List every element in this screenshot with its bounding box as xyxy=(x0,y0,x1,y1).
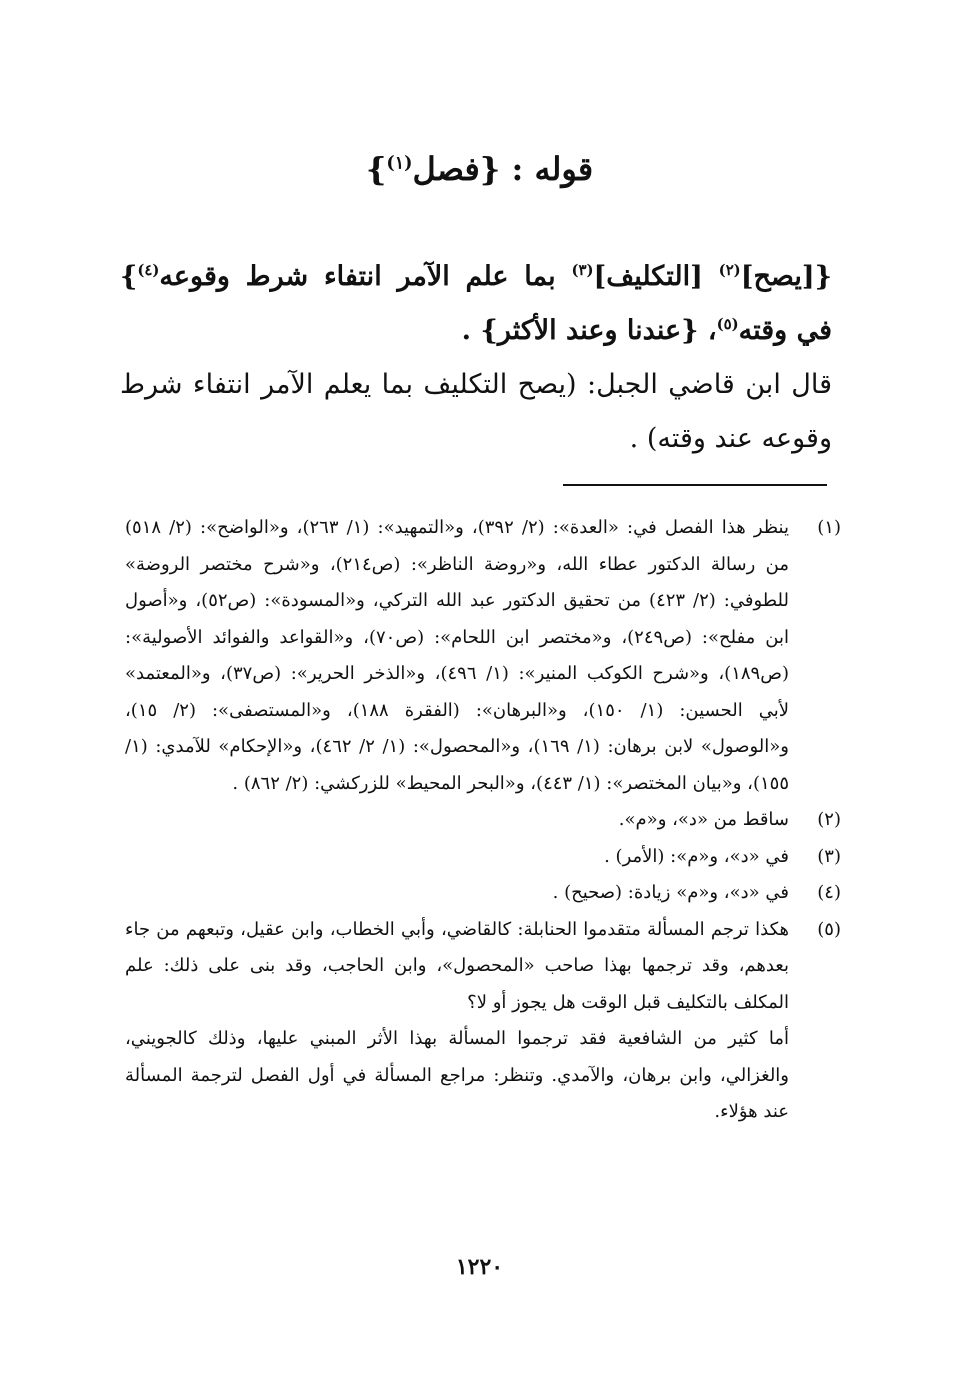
matn-text-a: بما علم الآمر انتفاء شرط وقوعه xyxy=(159,261,572,292)
footnote-text: في «د»، و«م» زيادة: (صحيح) . xyxy=(552,882,789,903)
footnote-body xyxy=(125,912,789,1131)
footnote-3 xyxy=(125,839,841,876)
footnote-ref-4[interactable]: (٤) xyxy=(137,261,160,279)
footnote-body xyxy=(125,875,789,912)
matn-word-yasih: [يصح] xyxy=(740,261,815,292)
footnote-body xyxy=(125,839,789,876)
footnote-body xyxy=(125,802,789,839)
matn-text-b: } في وقته xyxy=(120,261,832,346)
footnote-text: هكذا ترجم المسألة متقدموا الحنابلة: كالقاضي، وأبي الخطاب، وابن عقيل، وتبعهم من جاء بعدهم، وقد ترجمها بهذا صاحب «المحصول»، وابن الحاجب، وقد بنى على ذلك: علم المكلف بالتكليف قبل الوقت هل يجوز أو لا؟ xyxy=(125,918,789,1013)
commentary-paragraph: قال ابن قاضي الجبل: (يصح التكليف بما يعلم الآمر انتفاء شرط وقوعه عند وقته) . xyxy=(120,369,832,454)
footnote-text: في «د»، و«م»: (الأمر) . xyxy=(604,845,789,867)
footnote-ref-5[interactable]: (٥) xyxy=(716,315,739,333)
section-heading xyxy=(0,150,959,188)
footnote-number: (٥) xyxy=(817,918,841,940)
heading-text: قوله : {فصل xyxy=(412,150,594,188)
footnote-5 xyxy=(125,912,841,1131)
footnote-number: (٤) xyxy=(817,882,841,903)
footnote-text: ساقط من «د»، و«م». xyxy=(618,809,789,830)
footnote-1 xyxy=(125,510,841,802)
footnote-ref-3[interactable]: (٣) xyxy=(571,261,594,279)
footnote-text: ينظر هذا الفصل في: «العدة»: (٢/ ٣٩٢)، و«التمهيد»: (١/ ٢٦٣)، و«الواضح»: (٢/ ٥١٨) من رسالة الدكتور عطاء الله، و«روضة الناظر»: (ص٢١٤)، و«شرح مختصر الروضة» للطوفي: (٢/ ٤٢٣) من تحقيق الدكتور عبد الله التركي، و«المسودة»: (ص٥٢)، و«أصول ابن مفلح»: (ص٢٤٩)، و«مختصر ابن اللحام»: (ص٧٠)، و«القواعد والفوائد الأصولية»: (ص١٨٩)، و«شرح الكوكب المنير»: (١/ ٤٩٦)، و«الذخر الحرير»: (ص٣٧)، و«المعتمد» لأبي الحسين: (١/ ١٥٠)، و«البرهان»: (الفقرة ١٨٨)، و«المستصفى»: (٢/ ١٥)، و«الوصول» لابن برهان: (١/ ١٦٩)، و«المحصول»: (١/ ٢/ ٤٦٢)، و«الإحكام» للآمدي: (١/ ١٥٥)، و«بيان المختصر»: (١/ ٤٤٣)، و«البحر المحيط» للزركشي: (٢/ ٨٦٢) . xyxy=(125,517,790,794)
heading-closing-brace: } xyxy=(365,150,387,188)
footnote-body xyxy=(125,510,789,802)
footnote-ref-2[interactable]: (٢) xyxy=(718,261,741,279)
footnote-4 xyxy=(125,875,841,912)
footnote-2 xyxy=(125,802,841,839)
matn-paragraph xyxy=(120,250,832,358)
footnote-number: (٣) xyxy=(817,845,841,867)
footnote-text: أما كثير من الشافعية فقد ترجموا المسألة بهذا الأثر المبني عليها، وذلك كالجويني، والغزالي، وابن برهان، والآمدي. وتنظر: مراجع المسألة في أول الفصل لترجمة المسألة عند هؤلاء. xyxy=(125,1028,789,1122)
main-text xyxy=(120,250,832,466)
footnotes xyxy=(125,510,841,1131)
heading-footnote-ref[interactable]: (١) xyxy=(386,152,413,174)
brace-open: { xyxy=(814,261,832,292)
footnote-number: (١) xyxy=(817,517,841,538)
footnote-separator xyxy=(563,484,827,486)
matn-word-taklif: [التكليف] xyxy=(593,261,719,292)
matn-text-c: ، {عندنا وعند الأكثر} . xyxy=(461,315,717,346)
page-number: ١٢٢٠ xyxy=(455,1254,504,1280)
footnote-number: (٢) xyxy=(817,809,841,830)
